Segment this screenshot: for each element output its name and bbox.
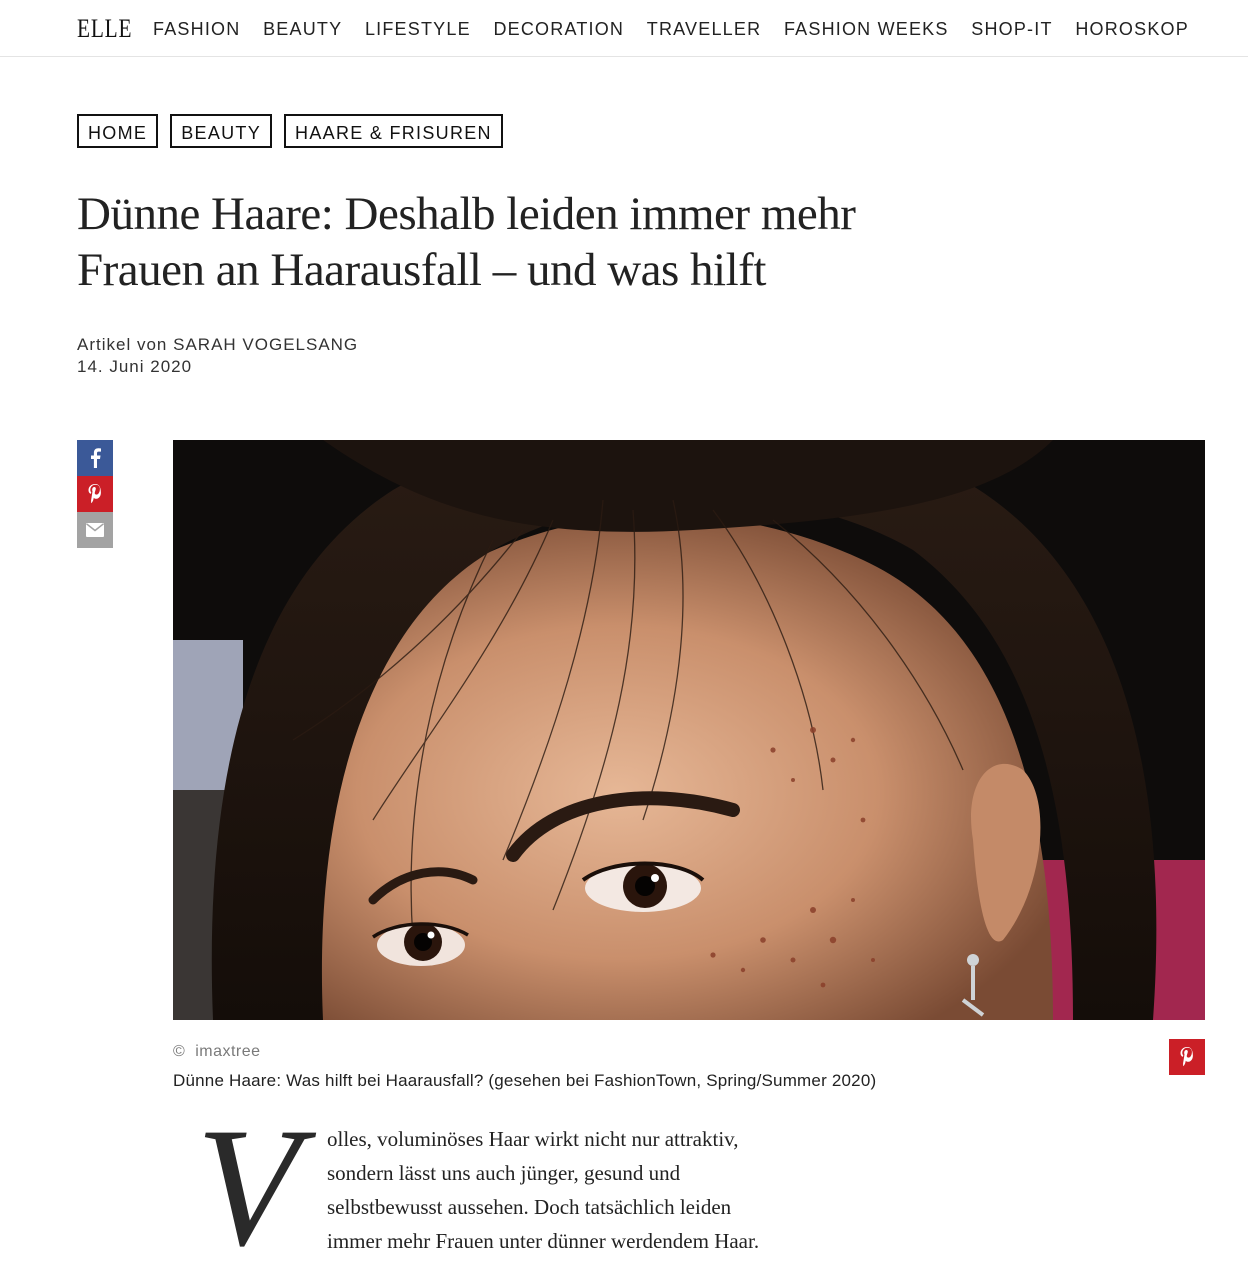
pinterest-icon: [88, 484, 102, 504]
article-body: [327, 1122, 847, 1258]
author-link[interactable]: SARAH VOGELSANG: [173, 335, 359, 354]
nav-item-fashion[interactable]: FASHION: [153, 19, 241, 39]
nav-item-horoskop[interactable]: HOROSKOP: [1075, 19, 1189, 39]
pin-image-button[interactable]: [1169, 1039, 1205, 1075]
top-navigation: [0, 0, 1248, 57]
credit-source: imaxtree: [195, 1043, 261, 1060]
facebook-icon: [88, 448, 102, 468]
pinterest-share-button[interactable]: [77, 476, 113, 512]
breadcrumb-home[interactable]: HOME: [77, 114, 158, 148]
main-nav: [153, 19, 1189, 40]
share-bar: [77, 440, 113, 548]
elle-logo[interactable]: ELLE: [77, 14, 133, 43]
nav-item-beauty[interactable]: BEAUTY: [263, 19, 343, 39]
breadcrumb-haare-frisuren[interactable]: HAARE & FRISUREN: [284, 114, 503, 148]
nav-item-lifestyle[interactable]: LIFESTYLE: [364, 19, 471, 39]
article-title: Dünne Haare: Deshalb leiden immer mehr Frauen an Haarausfall – und was hilft: [77, 188, 856, 296]
email-icon: [86, 523, 104, 537]
publish-date: 14. Juni 2020: [77, 357, 193, 376]
body-line: immer mehr Frauen unter dünner werdendem Haar.: [327, 1229, 760, 1253]
body-line: olles, voluminöses Haar wirkt nicht nur attraktiv,: [327, 1127, 739, 1151]
hero-image: [173, 440, 1205, 1020]
breadcrumb: [77, 114, 503, 148]
body-line: selbstbewusst aussehen. Doch tatsächlich leiden: [327, 1195, 732, 1219]
article-byline: [77, 334, 358, 378]
nav-item-fashion-weeks[interactable]: FASHION WEEKS: [783, 19, 949, 39]
copyright-symbol: ©: [173, 1043, 186, 1060]
drop-cap: V: [196, 1093, 300, 1281]
image-credit: [173, 1043, 261, 1061]
author-line: [77, 334, 358, 356]
nav-item-shop-it[interactable]: SHOP-IT: [971, 19, 1053, 39]
image-caption: Dünne Haare: Was hilft bei Haarausfall? (gesehen bei FashionTown, Spring/Summer 2020): [173, 1071, 877, 1090]
nav-item-decoration[interactable]: DECORATION: [493, 19, 625, 39]
email-share-button[interactable]: [77, 512, 113, 548]
facebook-share-button[interactable]: [77, 440, 113, 476]
pinterest-icon: [1180, 1047, 1194, 1067]
nav-item-traveller[interactable]: TRAVELLER: [646, 19, 762, 39]
byline-prefix: Artikel von: [77, 335, 168, 354]
breadcrumb-beauty[interactable]: BEAUTY: [170, 114, 272, 148]
portrait-photo: [173, 440, 1205, 1020]
body-line: sondern lässt uns auch jünger, gesund und: [327, 1161, 681, 1185]
